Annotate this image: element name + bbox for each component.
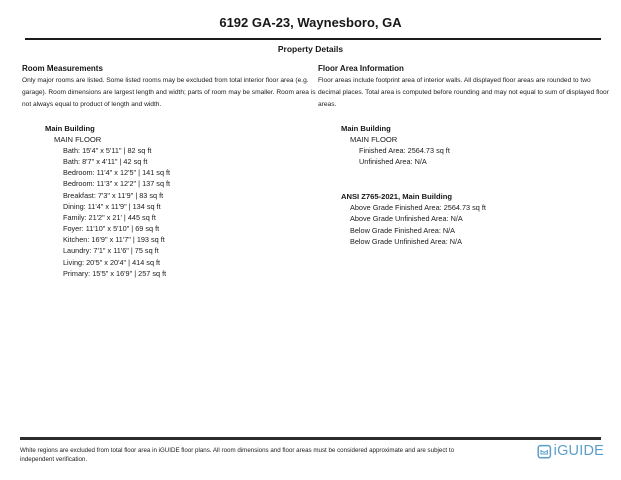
ansi-section xyxy=(341,191,612,247)
room-measurements-heading: Room Measurements xyxy=(22,64,103,73)
room-item: Kitchen: 16'9" x 11'7" | 193 sq ft xyxy=(63,235,165,245)
floor-area-section xyxy=(318,63,612,247)
room-measurements-description: Only major rooms are listed. Some listed rooms may be excluded from total interior floor area (e.g. garage). Room dimensions are largest length and width; parts of room may be smaller. Room area is not always equal to product of length and width. xyxy=(22,77,316,108)
footer-divider xyxy=(20,437,601,440)
iguide-logo xyxy=(537,443,604,459)
room-item: Dining: 11'4" x 11'9" | 134 sq ft xyxy=(63,201,161,211)
room-measurements-building xyxy=(45,123,316,279)
building-name: Main Building xyxy=(341,124,391,133)
room-item: Living: 20'5" x 20'4" | 414 sq ft xyxy=(63,257,161,267)
room-item: Bath: 8'7" x 4'11" | 42 sq ft xyxy=(63,157,148,167)
room-item: Family: 21'2" x 21' | 445 sq ft xyxy=(63,212,156,222)
area-item: Unfinished Area: N/A xyxy=(359,157,427,167)
ansi-area-item: Above Grade Unfinished Area: N/A xyxy=(350,214,463,224)
page-subtitle: Property Details xyxy=(277,44,344,54)
room-item: Laundry: 7'1" x 11'6" | 75 sq ft xyxy=(63,246,159,256)
ansi-area-item: Above Grade Finished Area: 2564.73 sq ft xyxy=(350,203,486,213)
ansi-area-item: Below Grade Finished Area: N/A xyxy=(350,225,456,235)
title-divider xyxy=(25,38,601,40)
floor-area-building xyxy=(341,123,612,167)
ansi-area-list xyxy=(350,202,612,247)
area-item: Finished Area: 2564.73 sq ft xyxy=(359,146,450,155)
room-list xyxy=(63,145,316,279)
floor-name: MAIN FLOOR xyxy=(54,135,102,144)
building-name: Main Building xyxy=(45,124,95,133)
room-item: Bath: 15'4" x 5'11" | 82 sq ft xyxy=(63,146,152,155)
room-item: Bedroom: 11'4" x 12'5" | 141 sq ft xyxy=(63,168,171,178)
area-list xyxy=(359,145,612,167)
floor-area-description: Floor areas include footprint area of interior walls. All displayed floor areas are rounded to two decimal places. Total area is computed before rounding and may not equal to sum of displayed floor areas. xyxy=(318,77,609,108)
room-item: Bedroom: 11'3" x 12'2" | 137 sq ft xyxy=(63,179,171,189)
footer-disclaimer: White regions are excluded from total floor area in iGUIDE floor plans. All room dimensions and floor areas must be considered approximate and are subject to independent verification. xyxy=(20,447,455,463)
room-measurements-section xyxy=(22,63,316,279)
room-item: Breakfast: 7'3" x 11'9" | 83 sq ft xyxy=(63,190,164,200)
floor-name: MAIN FLOOR xyxy=(350,135,398,144)
floor-area-heading: Floor Area Information xyxy=(318,64,404,73)
iguide-logo-icon xyxy=(537,444,552,459)
ansi-area-item: Below Grade Unfinished Area: N/A xyxy=(350,236,462,246)
room-item: Foyer: 11'10" x 5'10" | 69 sq ft xyxy=(63,224,160,234)
room-item: Primary: 15'5" x 16'9" | 257 sq ft xyxy=(63,268,167,278)
page-title: 6192 GA-23, Waynesboro, GA xyxy=(219,15,402,30)
iguide-logo-text: iGUIDE xyxy=(553,443,604,459)
ansi-heading: ANSI Z765-2021, Main Building xyxy=(341,192,452,202)
